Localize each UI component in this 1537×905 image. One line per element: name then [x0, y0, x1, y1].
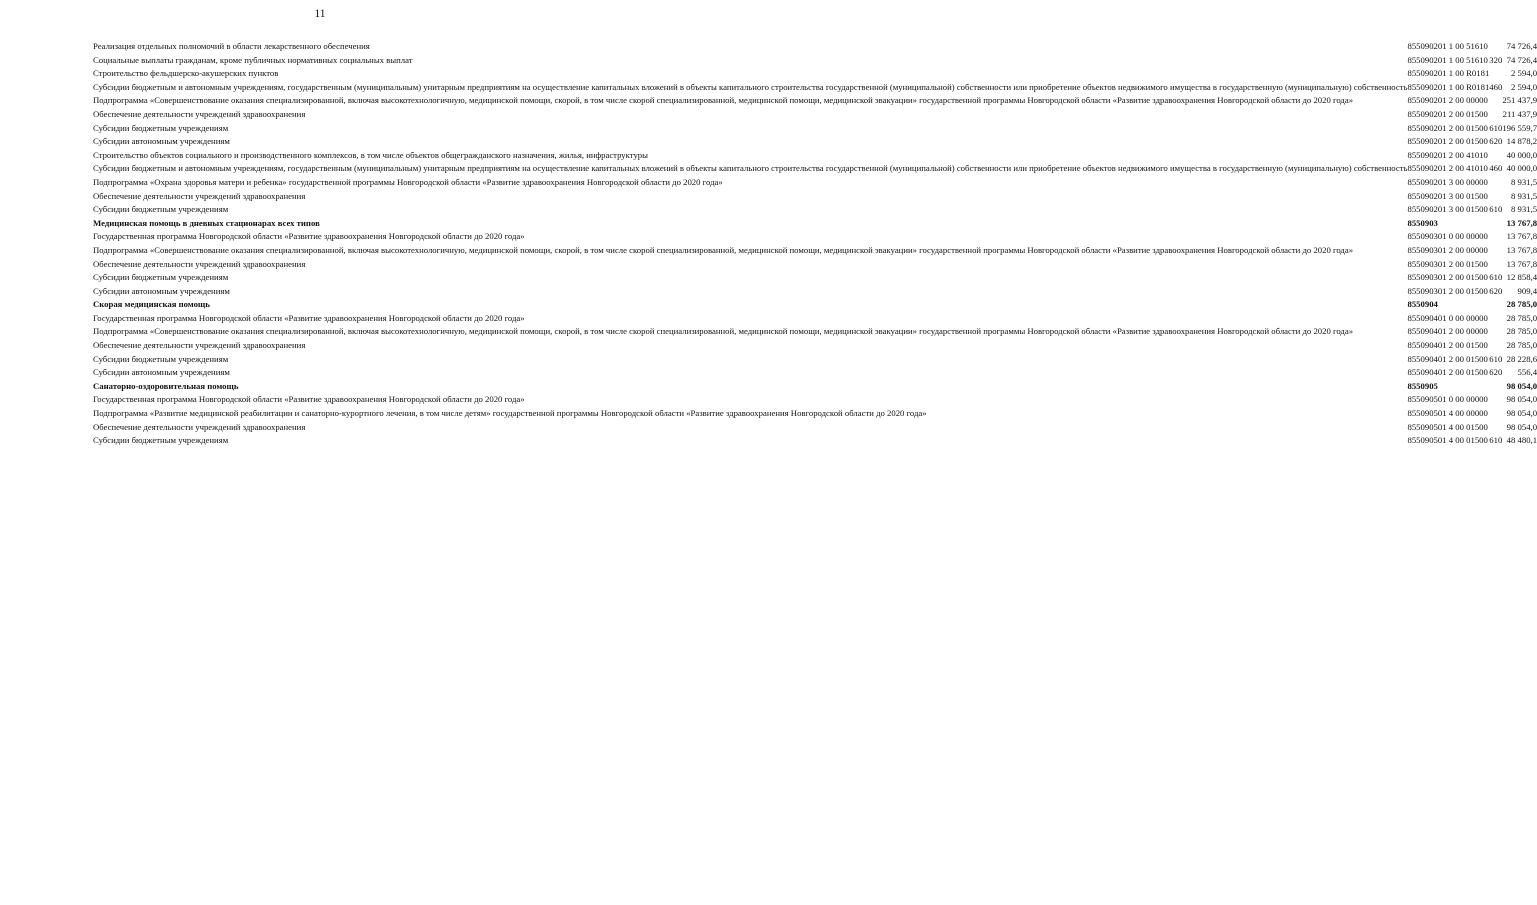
table-row	[93, 423, 1537, 437]
table-row	[93, 395, 1537, 409]
section-heading-row	[93, 300, 1537, 314]
ved-code: 855	[1407, 41, 1421, 51]
ved-code: 855	[1407, 190, 1421, 201]
table-row	[93, 110, 1537, 124]
expense-type-code	[1489, 423, 1502, 437]
section-code: 09	[1420, 231, 1430, 242]
target-article-code: 01 0 00 00000	[1437, 231, 1488, 242]
ved-code: 855	[1407, 204, 1421, 215]
target-article-code: 01 3 00 00000	[1437, 176, 1488, 187]
amount: 12 858,4	[1506, 272, 1537, 283]
target-article-code: 01 2 00 01500	[1437, 285, 1488, 296]
ved-code: 855	[1407, 380, 1421, 391]
target-article-code: 01 4 00 00000	[1437, 408, 1488, 419]
amount: 8 931,5	[1511, 176, 1537, 187]
expense-type-code	[1489, 300, 1502, 314]
target-article-code: 01 1 00 51610	[1437, 41, 1488, 51]
ved-code: 855	[1407, 299, 1421, 310]
subsection-code: 02	[1429, 68, 1438, 79]
section-code: 09	[1420, 353, 1430, 364]
table-row	[93, 355, 1537, 369]
subsection-code: 05	[1429, 380, 1438, 391]
table-row	[93, 124, 1537, 138]
row-name: Санаторно-оздоровительная помощь	[93, 380, 239, 391]
amount: 251 437,9	[1502, 95, 1537, 106]
ved-code: 855	[1407, 258, 1421, 269]
section-code: 09	[1420, 163, 1430, 174]
expense-type-code	[1489, 314, 1502, 328]
row-name: Государственная программа Новгородской области «Развитие здравоохранения Новгородской области до 2020 года»	[93, 231, 525, 242]
subsection-code: 03	[1429, 272, 1438, 283]
amount: 28 228,6	[1506, 353, 1537, 364]
row-name: Подпрограмма «Развитие медицинской реабилитации и санаторно-курортного лечения, в том числе детям» государственной программы Новгородской области «Развитие здравоохранения Новгородской области до 2020 года»	[93, 408, 927, 419]
subsection-code: 02	[1429, 176, 1438, 187]
table-row	[93, 260, 1537, 274]
row-name: Субсидии бюджетным и автономным учреждениям, государственным (муниципальным) унитарным предприятиям на осуществление капитальных вложений в объекты капитального строительства государственной (муниципальной) собственности или приобретение объектов недвижимого имущества в государственную (муниципальную) собственность	[93, 163, 1408, 174]
row-name: Обеспечение деятельности учреждений здравоохранения	[93, 108, 306, 119]
expense-type-code	[1489, 382, 1502, 396]
expense-type-code	[1489, 110, 1502, 124]
amount: 13 767,8	[1506, 231, 1537, 242]
expense-type-code: 620	[1489, 285, 1503, 296]
row-name: Строительство объектов социального и производственного комплексов, в том числе объектов общегражданского назначения, жилья, инфраструктуры	[93, 149, 648, 160]
amount: 14 878,2	[1506, 136, 1537, 147]
table-row	[93, 341, 1537, 355]
section-code: 09	[1420, 244, 1430, 255]
ved-code: 855	[1407, 68, 1421, 79]
subsection-code: 02	[1429, 163, 1438, 174]
target-article-code: 01 2 00 01500	[1437, 340, 1488, 351]
row-name: Строительство фельдшерско-акушерских пунктов	[93, 68, 279, 79]
amount: 28 785,0	[1506, 312, 1537, 323]
table-row	[93, 436, 1537, 450]
ved-code: 855	[1407, 122, 1421, 133]
subsection-code: 02	[1429, 95, 1438, 106]
table-row	[93, 327, 1537, 341]
budget-table	[93, 42, 1537, 450]
row-name: Подпрограмма «Совершенствование оказания специализированной, включая высокотехнологичную, медицинской помощи, скорой, в том числе скорой специализированной, медицинской помощи, медицинской эвакуации» государственной программы Новгородской области «Развитие здравоохранения Новгородской области до 2020 года»	[93, 244, 1354, 255]
target-article-code: 01 1 00 R0181	[1437, 81, 1490, 92]
expense-type-code	[1489, 341, 1502, 355]
amount: 28 785,0	[1506, 299, 1537, 310]
subsection-code: 05	[1429, 435, 1438, 446]
expense-type-code	[1489, 395, 1502, 409]
target-article-code: 01 3 00 01500	[1437, 190, 1488, 201]
expense-type-code: 610	[1489, 353, 1503, 364]
row-name: Обеспечение деятельности учреждений здравоохранения	[93, 190, 306, 201]
amount: 74 726,4	[1506, 41, 1537, 51]
section-code: 09	[1420, 95, 1430, 106]
expense-type-code: 610	[1489, 204, 1503, 215]
ved-code: 855	[1407, 149, 1421, 160]
subsection-code: 02	[1429, 149, 1438, 160]
row-name: Медицинская помощь в дневных стационарах всех типов	[93, 217, 320, 228]
section-code: 09	[1420, 421, 1430, 432]
expense-type-code: 610	[1489, 272, 1503, 283]
ved-code: 855	[1407, 217, 1421, 228]
ved-code: 855	[1407, 421, 1421, 432]
row-name: Субсидии автономным учреждениям	[93, 136, 230, 147]
subsection-code: 02	[1429, 136, 1438, 147]
amount: 48 480,1	[1506, 435, 1537, 446]
ved-code: 855	[1407, 353, 1421, 364]
amount: 98 054,0	[1506, 394, 1537, 405]
expense-type-code: 610	[1489, 435, 1503, 446]
subsection-code: 03	[1429, 231, 1438, 242]
subsection-code: 02	[1429, 81, 1438, 92]
ved-code: 855	[1407, 244, 1421, 255]
ved-code: 855	[1407, 408, 1421, 419]
target-article-code: 01 2 00 01500	[1437, 272, 1488, 283]
expense-type-code	[1489, 219, 1502, 233]
target-article-code	[1438, 219, 1489, 233]
section-code: 09	[1420, 68, 1430, 79]
amount: 40 000,0	[1506, 163, 1537, 174]
target-article-code: 01 2 00 01500	[1437, 108, 1488, 119]
target-article-code	[1438, 382, 1489, 396]
subsection-code: 05	[1429, 408, 1438, 419]
table-row	[93, 69, 1537, 83]
table-row	[93, 178, 1537, 192]
row-name: Реализация отдельных полномочий в области лекарственного обеспечения	[93, 41, 370, 51]
section-code: 09	[1420, 258, 1430, 269]
subsection-code: 03	[1429, 258, 1438, 269]
amount: 196 559,7	[1502, 122, 1537, 133]
target-article-code: 01 2 00 00000	[1437, 326, 1488, 337]
target-article-code: 01 4 00 01500	[1437, 421, 1488, 432]
amount: 28 785,0	[1506, 326, 1537, 337]
target-article-code: 01 2 00 41010	[1437, 149, 1488, 160]
amount: 211 437,9	[1502, 108, 1537, 119]
subsection-code: 02	[1429, 54, 1438, 65]
section-code: 09	[1420, 435, 1430, 446]
amount: 98 054,0	[1506, 408, 1537, 419]
ved-code: 855	[1407, 81, 1421, 92]
expense-type-code	[1489, 178, 1502, 192]
ved-code: 855	[1407, 435, 1421, 446]
subsection-code: 02	[1429, 204, 1438, 215]
section-code: 09	[1420, 108, 1430, 119]
section-code: 09	[1420, 136, 1430, 147]
table-row	[93, 164, 1537, 178]
subsection-code: 02	[1429, 190, 1438, 201]
row-name: Субсидии бюджетным и автономным учреждениям, государственным (муниципальным) унитарным предприятиям на осуществление капитальных вложений в объекты капитального строительства государственной (муниципальной) собственности или приобретение объектов недвижимого имущества в государственную (муниципальную) собственность	[93, 81, 1408, 92]
amount: 8 931,5	[1511, 204, 1537, 215]
section-code: 09	[1420, 285, 1430, 296]
row-name: Субсидии автономным учреждениям	[93, 367, 230, 378]
table-row	[93, 409, 1537, 423]
subsection-code: 02	[1429, 108, 1438, 119]
section-code: 09	[1420, 217, 1430, 228]
row-name: Государственная программа Новгородской области «Развитие здравоохранения Новгородской области до 2020 года»	[93, 312, 525, 323]
amount: 98 054,0	[1506, 380, 1537, 391]
expense-type-code: 320	[1489, 54, 1503, 65]
table-row	[93, 273, 1537, 287]
section-code: 09	[1420, 326, 1430, 337]
target-article-code	[1438, 300, 1489, 314]
table-row	[93, 96, 1537, 110]
target-article-code: 01 2 00 41010	[1437, 163, 1488, 174]
section-code: 09	[1420, 149, 1430, 160]
subsection-code: 02	[1429, 41, 1438, 51]
row-name: Подпрограмма «Совершенствование оказания специализированной, включая высокотехнологичную, медицинской помощи, скорой, в том числе скорой специализированной, медицинской помощи, медицинской эвакуации» государственной программы Новгородской области «Развитие здравоохранения Новгородской области до 2020 года»	[93, 326, 1354, 337]
subsection-code: 03	[1429, 217, 1438, 228]
table-row	[93, 42, 1537, 56]
section-code: 09	[1420, 367, 1430, 378]
amount: 40 000,0	[1506, 149, 1537, 160]
expense-type-code	[1489, 246, 1502, 260]
target-article-code: 01 4 00 01500	[1437, 435, 1488, 446]
expense-type-code	[1489, 260, 1502, 274]
target-article-code: 01 2 00 01500	[1437, 367, 1488, 378]
ved-code: 855	[1407, 54, 1421, 65]
section-code: 09	[1420, 312, 1430, 323]
section-code: 09	[1420, 340, 1430, 351]
ved-code: 855	[1407, 272, 1421, 283]
row-name: Субсидии бюджетным учреждениям	[93, 435, 229, 446]
section-code: 09	[1420, 176, 1430, 187]
expense-type-code	[1489, 327, 1502, 341]
row-name: Субсидии бюджетным учреждениям	[93, 204, 229, 215]
expense-type-code: 620	[1489, 367, 1503, 378]
expense-type-code	[1489, 96, 1502, 110]
expense-type-code	[1489, 69, 1502, 83]
table-row	[93, 314, 1537, 328]
target-article-code: 01 0 00 00000	[1437, 312, 1488, 323]
section-code: 09	[1420, 408, 1430, 419]
table-row	[93, 83, 1537, 97]
row-name: Субсидии бюджетным учреждениям	[93, 272, 229, 283]
ved-code: 855	[1407, 340, 1421, 351]
row-name: Обеспечение деятельности учреждений здравоохранения	[93, 340, 306, 351]
amount: 2 594,0	[1511, 68, 1537, 79]
section-code: 09	[1420, 122, 1430, 133]
ved-code: 855	[1407, 136, 1421, 147]
target-article-code: 01 2 00 01500	[1437, 353, 1488, 364]
table-row	[93, 192, 1537, 206]
table-row	[93, 137, 1537, 151]
amount: 909,4	[1517, 285, 1537, 296]
target-article-code: 01 2 00 01500	[1437, 258, 1488, 269]
ved-code: 855	[1407, 326, 1421, 337]
row-name: Обеспечение деятельности учреждений здравоохранения	[93, 421, 306, 432]
section-code: 09	[1420, 204, 1430, 215]
row-name: Подпрограмма «Охрана здоровья матери и ребенка» государственной программы Новгородской области «Развитие здравоохранения Новгородской области до 2020 года»	[93, 176, 723, 187]
row-name: Субсидии бюджетным учреждениям	[93, 122, 229, 133]
row-name: Субсидии бюджетным учреждениям	[93, 353, 229, 364]
table-row	[93, 368, 1537, 382]
expense-type-code	[1489, 151, 1502, 165]
section-heading-row	[93, 382, 1537, 396]
target-article-code: 01 2 00 01500	[1437, 136, 1488, 147]
amount: 13 767,8	[1506, 217, 1537, 228]
subsection-code: 02	[1429, 122, 1438, 133]
target-article-code: 01 2 00 00000	[1437, 244, 1488, 255]
ved-code: 855	[1407, 394, 1421, 405]
amount: 74 726,4	[1506, 54, 1537, 65]
ved-code: 855	[1407, 176, 1421, 187]
amount: 2 594,0	[1511, 81, 1537, 92]
subsection-code: 04	[1429, 312, 1438, 323]
section-code: 09	[1420, 394, 1430, 405]
section-code: 09	[1420, 299, 1430, 310]
section-heading-row	[93, 219, 1537, 233]
ved-code: 855	[1407, 95, 1421, 106]
target-article-code: 01 1 00 51610	[1437, 54, 1488, 65]
target-article-code: 01 2 00 00000	[1437, 95, 1488, 106]
amount: 28 785,0	[1506, 340, 1537, 351]
target-article-code: 01 0 00 00000	[1437, 394, 1488, 405]
expense-type-code	[1489, 42, 1502, 56]
section-code: 09	[1420, 272, 1430, 283]
table-row	[93, 205, 1537, 219]
ved-code: 855	[1407, 285, 1421, 296]
expense-type-code	[1489, 409, 1502, 423]
subsection-code: 04	[1429, 367, 1438, 378]
table-row	[93, 246, 1537, 260]
subsection-code: 04	[1429, 340, 1438, 351]
table-row	[93, 56, 1537, 70]
amount: 8 931,5	[1511, 190, 1537, 201]
expense-type-code: 460	[1489, 163, 1503, 174]
row-name: Субсидии автономным учреждениям	[93, 285, 230, 296]
subsection-code: 04	[1429, 299, 1438, 310]
row-name: Подпрограмма «Совершенствование оказания специализированной, включая высокотехнологичную, медицинской помощи, скорой, в том числе скорой специализированной, медицинской помощи, медицинской эвакуации» государственной программы Новгородской области «Развитие здравоохранения Новгородской области до 2020 года»	[93, 95, 1354, 106]
subsection-code: 04	[1429, 326, 1438, 337]
target-article-code: 01 2 00 01500	[1437, 122, 1488, 133]
expense-type-code: 460	[1489, 81, 1503, 92]
section-code: 09	[1420, 54, 1430, 65]
amount: 556,4	[1517, 367, 1537, 378]
table-row	[93, 287, 1537, 301]
table-row	[93, 232, 1537, 246]
expense-type-code	[1489, 192, 1502, 206]
ved-code: 855	[1407, 312, 1421, 323]
row-name: Обеспечение деятельности учреждений здравоохранения	[93, 258, 306, 269]
ved-code: 855	[1407, 231, 1421, 242]
section-code: 09	[1420, 190, 1430, 201]
amount: 13 767,8	[1506, 258, 1537, 269]
row-name: Скорая медицинская помощь	[93, 299, 210, 310]
subsection-code: 03	[1429, 285, 1438, 296]
ved-code: 855	[1407, 163, 1421, 174]
subsection-code: 05	[1429, 421, 1438, 432]
subsection-code: 03	[1429, 244, 1438, 255]
row-name: Государственная программа Новгородской области «Развитие здравоохранения Новгородской области до 2020 года»	[93, 394, 525, 405]
target-article-code: 01 3 00 01500	[1437, 204, 1488, 215]
section-code: 09	[1420, 380, 1430, 391]
ved-code: 855	[1407, 108, 1421, 119]
table-row	[93, 151, 1537, 165]
amount: 13 767,8	[1506, 244, 1537, 255]
budget-table-body	[93, 42, 1537, 450]
page-number: 11	[314, 8, 326, 20]
section-code: 09	[1420, 41, 1430, 51]
section-code: 09	[1420, 81, 1430, 92]
amount: 98 054,0	[1506, 421, 1537, 432]
expense-type-code	[1489, 232, 1502, 246]
row-name: Социальные выплаты гражданам, кроме публичных нормативных социальных выплат	[93, 54, 413, 65]
expense-type-code: 620	[1489, 136, 1503, 147]
subsection-code: 04	[1429, 353, 1438, 364]
target-article-code: 01 1 00 R0181	[1437, 68, 1490, 79]
subsection-code: 05	[1429, 394, 1438, 405]
ved-code: 855	[1407, 367, 1421, 378]
expense-type-code: 610	[1489, 122, 1503, 133]
